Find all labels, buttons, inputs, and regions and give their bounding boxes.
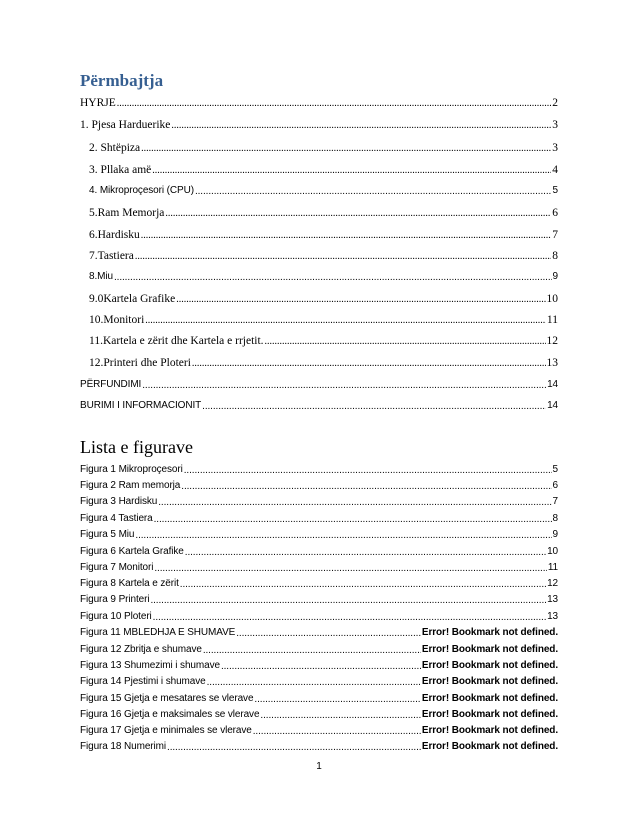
figure-entry-page: 11 xyxy=(547,562,558,573)
dot-leader xyxy=(153,612,546,624)
figure-entry-label: Figura 8 Kartela e zërit xyxy=(80,578,179,589)
figure-entry-page: 12 xyxy=(547,578,558,589)
figure-entry-page: Error! Bookmark not defined. xyxy=(421,709,558,720)
toc-entry-label: 4. Mikroproçesori (CPU) xyxy=(89,185,194,196)
dot-leader xyxy=(150,595,546,607)
dot-leader xyxy=(202,401,546,413)
toc-entry[interactable] xyxy=(89,313,558,327)
toc-entry-page: 7 xyxy=(552,229,558,241)
dot-leader xyxy=(154,563,546,575)
figure-entry-page: 13 xyxy=(547,594,558,605)
figure-entry-label: Figura 2 Ram memorja xyxy=(80,480,181,491)
dot-leader xyxy=(221,661,421,673)
toc-entry[interactable] xyxy=(89,334,558,348)
dot-leader xyxy=(181,481,551,493)
dot-leader xyxy=(180,579,546,591)
dot-leader xyxy=(192,358,546,370)
dot-leader xyxy=(167,742,421,754)
toc-entry[interactable] xyxy=(80,378,558,392)
toc-entry[interactable] xyxy=(80,118,558,132)
dot-leader xyxy=(141,143,551,155)
figure-entry-label: Figura 14 Pjestimi i shumave xyxy=(80,676,206,687)
dot-leader xyxy=(135,530,551,542)
toc-entry-page: 12 xyxy=(546,335,558,347)
figure-entry-label: Figura 10 Ploteri xyxy=(80,611,152,622)
toc-entry-page: 3 xyxy=(552,142,558,154)
figure-entry[interactable] xyxy=(80,626,558,640)
figure-entry-label: Figura 17 Gjetja e minimales se vlerave xyxy=(80,725,252,736)
dot-leader xyxy=(145,315,546,327)
toc-entry-label: 5.Ram Memorja xyxy=(89,207,165,219)
figure-entry[interactable] xyxy=(80,577,558,591)
toc-entry-page: 10 xyxy=(546,293,558,305)
figure-entry-label: Figura 3 Hardisku xyxy=(80,496,158,507)
toc-entry-label: PËRFUNDIMI xyxy=(80,379,142,390)
toc-entry-label: 6.Hardisku xyxy=(89,229,140,241)
toc-entry-page: 11 xyxy=(546,314,558,326)
figure-entry-label: Figura 16 Gjetja e maksimales se vlerave xyxy=(80,709,260,720)
toc-entry[interactable] xyxy=(89,228,558,242)
toc-entry[interactable] xyxy=(89,184,558,198)
figure-entry-label: Figura 5 Miu xyxy=(80,529,135,540)
figure-entry[interactable] xyxy=(80,708,558,722)
figure-entry-page: 8 xyxy=(552,513,558,524)
dot-leader xyxy=(158,497,551,509)
figure-entry-label: Figura 6 Kartela Grafike xyxy=(80,546,184,557)
dot-leader xyxy=(141,230,551,242)
figure-entry-label: Figura 15 Gjetja e mesatares se vlerave xyxy=(80,693,254,704)
dot-leader xyxy=(236,628,421,640)
figure-entry[interactable] xyxy=(80,675,558,689)
dot-leader xyxy=(135,251,551,263)
figure-entry[interactable] xyxy=(80,740,558,754)
toc-entry-label: 12.Printeri dhe Ploteri xyxy=(89,357,191,369)
toc-entry-page: 2 xyxy=(552,97,558,109)
figure-entry-page: Error! Bookmark not defined. xyxy=(421,627,558,638)
figure-entry[interactable] xyxy=(80,479,558,493)
figure-entry-page: 5 xyxy=(552,464,558,475)
figure-entry-label: Figura 12 Zbritja e shumave xyxy=(80,644,202,655)
figure-entry-label: Figura 11 MBLEDHJA E SHUMAVE xyxy=(80,627,236,638)
toc-entry[interactable] xyxy=(89,141,558,155)
dot-leader xyxy=(152,165,551,177)
dot-leader xyxy=(184,465,552,477)
dot-leader xyxy=(253,726,421,738)
dot-leader xyxy=(142,380,546,392)
figure-entry-page: 6 xyxy=(552,480,558,491)
toc-entry-page: 8 xyxy=(552,250,558,262)
figure-entry-label: Figura 4 Tastiera xyxy=(80,513,153,524)
figure-entry-page: Error! Bookmark not defined. xyxy=(421,676,558,687)
toc-entry[interactable] xyxy=(89,206,558,220)
figure-entry[interactable] xyxy=(80,463,558,477)
toc-entry-label: 3. Pllaka amë xyxy=(89,164,152,176)
figure-entry[interactable] xyxy=(80,643,558,657)
dot-leader xyxy=(203,645,421,657)
dot-leader xyxy=(254,694,420,706)
toc-entry-label: HYRJE xyxy=(80,97,116,109)
dot-leader xyxy=(185,547,546,559)
figure-entry-page: Error! Bookmark not defined. xyxy=(421,644,558,655)
dot-leader xyxy=(165,208,551,220)
figure-entry-page: 7 xyxy=(552,496,558,507)
page-number: 1 xyxy=(316,761,322,772)
dot-leader xyxy=(260,710,420,722)
figure-entry-label: Figura 7 Monitori xyxy=(80,562,154,573)
toc-entry-page: 5 xyxy=(552,185,558,196)
figure-entry-page: Error! Bookmark not defined. xyxy=(421,725,558,736)
figure-entry-page: 9 xyxy=(552,529,558,540)
toc-entry-label: 9.0Kartela Grafike xyxy=(89,293,176,305)
figure-entry-label: Figura 13 Shumezimi i shumave xyxy=(80,660,220,671)
toc-entry-page: 6 xyxy=(552,207,558,219)
figure-entry[interactable] xyxy=(80,610,558,624)
toc-entry-label: 7.Tastiera xyxy=(89,250,134,262)
toc-entry-page: 14 xyxy=(547,400,558,411)
toc-entry-label: 10.Monitori xyxy=(89,314,145,326)
toc-entry-page: 14 xyxy=(547,379,558,390)
figure-entry-page: Error! Bookmark not defined. xyxy=(421,693,558,704)
toc-entry-label: 2. Shtëpiza xyxy=(89,142,141,154)
figure-entry[interactable] xyxy=(80,495,558,509)
figure-entry[interactable] xyxy=(80,692,558,706)
toc-entry[interactable] xyxy=(80,96,558,110)
dot-leader xyxy=(195,186,552,198)
figure-entry[interactable] xyxy=(80,528,558,542)
dot-leader xyxy=(154,514,552,526)
toc-entry[interactable] xyxy=(89,292,558,306)
toc-entry-label: BURIMI I INFORMACIONIT xyxy=(80,400,202,411)
figure-entry[interactable] xyxy=(80,561,558,575)
figure-entry-page: Error! Bookmark not defined. xyxy=(421,660,558,671)
toc-entry[interactable] xyxy=(80,399,558,413)
toc-entry-page: 3 xyxy=(552,119,558,131)
toc-entry-label: 8.Miu xyxy=(89,271,113,282)
toc-entry-page: 4 xyxy=(552,164,558,176)
toc-entry[interactable] xyxy=(89,249,558,263)
figure-entry-page: 10 xyxy=(547,546,558,557)
dot-leader xyxy=(117,98,551,110)
toc-entry[interactable] xyxy=(89,163,558,177)
figure-entry-label: Figura 18 Numerimi xyxy=(80,741,167,752)
figure-entry[interactable] xyxy=(80,512,558,526)
figure-entry-page: Error! Bookmark not defined. xyxy=(421,741,558,752)
figure-entry-label: Figura 9 Printeri xyxy=(80,594,150,605)
toc-entry-page: 9 xyxy=(552,271,558,282)
toc-entry[interactable] xyxy=(89,356,558,370)
figure-entry[interactable] xyxy=(80,545,558,559)
dot-leader xyxy=(207,677,421,689)
dot-leader xyxy=(114,272,552,284)
figures-heading: Lista e figurave xyxy=(80,437,193,457)
figure-entry-label: Figura 1 Mikroproçesori xyxy=(80,464,183,475)
toc-entry-label: 1. Pjesa Harduerike xyxy=(80,119,171,131)
toc-heading: Përmbajtja xyxy=(80,71,164,90)
dot-leader xyxy=(171,120,551,132)
toc-entry[interactable] xyxy=(89,270,558,284)
figure-entry[interactable] xyxy=(80,724,558,738)
dot-leader xyxy=(265,336,546,348)
toc-entry-page: 13 xyxy=(546,357,558,369)
dot-leader xyxy=(176,294,545,306)
figure-entry[interactable] xyxy=(80,659,558,673)
toc-entry-label: 11.Kartela e zërit dhe Kartela e rrjetit. xyxy=(89,335,264,347)
figure-entry-page: 13 xyxy=(547,611,558,622)
figure-entry[interactable] xyxy=(80,593,558,607)
